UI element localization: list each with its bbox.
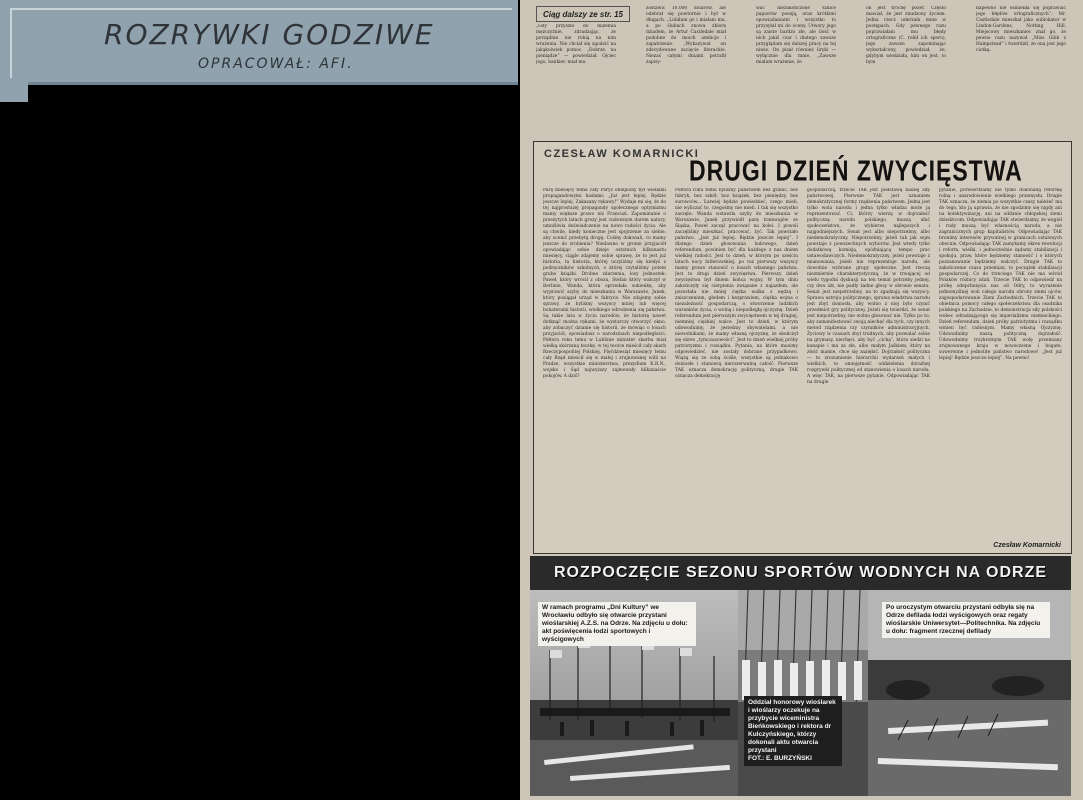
left-page — [0, 0, 518, 800]
section-editor: OPRACOWAŁ: AFI. — [198, 56, 354, 72]
caption-left: W ramach programu „Dni Kultury” we Wrocławiu odbyło się otwarcie przystani wioślarskiej A.Z.S. na Odrze. Na zdjęciu u dołu: akt poświęcenia łodzi sportowych i wyścigowych — [538, 602, 696, 646]
article-author: CZESŁAW KOMARNICKI — [544, 148, 700, 160]
photo-headline: ROZPOCZĘCIE SEZONU SPORTÓW WODNYCH NA ODRZE — [553, 564, 1048, 581]
top-column-2: zostawić 10.000 dolarów, ale odebrał się powtórnie i był w długach. „Lubiłam go i miałam mu, a po ślubach znowu zbiorę dziadem, że Artur Castledale miał podobne do moich ambicje i zapatrzenie. „Wykazywał on zdecydowane zacięcie literackie. Niezaś całymi dniami potrafił zapisy- — [646, 6, 726, 65]
article-column-2: Półtora roku temu byliśmy państwem bez granic, bez fabryk, bez szkół, bez książek, bez pieniędzy, bez surowców... Łatwiej będzie powiedzieć, czego mieli, nie wyliczać to, czegośmy nie mieli. I tak się wszystko zaczęło: Wanda wstawiła szyby do mieszkania w Warszawie, Janek przywiódł parę tramwajów ze Śląska, Paweł zaczął pracować na kolei. I powoli zaczęliśmy mieszkać, pracować, żyć. Tak powstało państwo. „Jest już lepiej. Będzie jeszcze lepiej”. I dlatego dzień głosowania ludowego, dzień referendum, powinien być dla każdego z nas dniem wielkiej radości. Jest to dzień, w którym po sześciu latach nocy hitlerowskiej, po raz pierwszy wszyscy mamy prawo stanowić o losach własnego państwa. Jest to drugi dzień zwycięstwa. Pierwszy dzień zwycięstwa był dniem końca wojny. W tym dniu zakończyły się cierpienia związane z najazdem, ale pozostała nie mniej ciężka walka z nędzą i zniszczeniem, głodem i bezprawiem, ciężka wojna o niezależność gospodarczą, o stworzenie ludzkich warunków życia, o wolną i niepodległą ojczyznę. Dzień referendum jest pierwszym zwycięstwem w tej drugiej, niemniej ciężkiej walce. Jest to dzień, w którym udowodnimy, że jesteśmy obywatelami, a nie niewolnikami, że mamy własną ojczyznę, że skończył się okres „tymczasowości”. Jest to dzień wielkiej próby patriotyzmu i rozsądku. Pytania, na które musimy odpowiedzieć, nie zostały dobrane przypadkowo. Wiążą się ze sobą ściśle, wszystkie są jednakowo doniosłe i stanowią nierozerwalną całość. Pierwsze TAK oznacza demokrację polityczną, drugie TAK oznacza demokrację — [675, 188, 798, 379]
article-column-1: Parę miesięcy temu cały Paryż oblepiony był wielkimi propagandowymi hasłami: „Już jest lepiej. Będzie jeszcze lepiej. Zakazany rękawy!” Wydaje mi się, że do tej najprostszej propagandy społecznego optymizmu mamy większe prawo niż Francuzi. Zapominanie o przeżytych latach grozy jest cudownym darem natury, umożliwia doświadczenie na nowo radości życia. Ale są chwile, kiedy konieczne jest spojrzenie za siebie, aby ocenić przebytą drogę. Cośmy dokonali, co mamy jeszcze do zrobienia? Niedawno w gronie przyjaciół opowiadając sobie dzieje ostatnich kilkunastu miesięcy, ciągle zdajemy sobie sprawę, że to jest już historia, ta historia, której uczyliśmy się kiedyś z podręczników szkolnych, o której czytaliśmy potem grube książki. Drobne zdarzenia, losy jednostek: Paweł, który wrócił z obozu, Stefan który walczył w Berlinie, Wanda, która sprzedała sukienkę, aby wyprawić szyby do mieszkania w Warszawie, Janek, który posiągał urząd w fabryce. Nie zdajemy sobie sprawy, że byliśmy wszyscy mniej lub więcej bohaterami historii, wielkiego odrodzenia się państwa. Są takie lata w życiu narodów, że historię nawet dotknąć można rękami, że wystarczy otworzyć okno, aby zobaczyć dzianie się historii, że mówiąc o losach przyjaciół, opowiadasz o narodzinach niepodległości. Półtora roku temu w Lublinie minister skarbu miał wielką skórzaną teczkę, w tej teczce mieścił cały skarb Rzeczypospolitej Polskiej. Pięćdziesiąt miesięcy temu cały Rząd mieścił się w małej i zrujnowanej willi na Pradze, wszystkie ministerstwa, prezydium K.R.N., wojsko i Sąd najwyższy zajmowały kilkanaście pokojów. A dziś? — [543, 188, 666, 379]
photo-dock-ceremony — [530, 590, 738, 796]
continued-label: Ciąg dalszy ze str. 15 — [536, 6, 630, 22]
header-edge-strip — [0, 82, 28, 102]
photo-river-parade — [868, 590, 1071, 796]
article-signature: Czesław Komarnicki — [993, 542, 1061, 549]
photo-headline-bar — [530, 556, 1071, 590]
top-column-3: wać niezakończone szkice papiorów poezją, oraz krótkimi opowiadaniami i wszystko to przysyłał mi do oceny. Utwory jego są zaiste bardzo złe, ale ilość w nich jakiś czar i dlatego zawsze przyglądam się dalszej pracy na tej niwie. On pisał również liryki — wyłącznie dla mnie. „Zawsze miałam wrażenie, że — [756, 6, 836, 65]
article-title: DRUGI DZIEŃ ZWYCIĘSTWA — [689, 154, 1023, 187]
caption-center-text: Oddział honorowy wioślarek i wioślarzy oczekuje na przybycie wiceministra Bieńkowskiego i rektora dr Kulczyńskiego, którzy dokonali aktu otwarcia przystani — [748, 699, 836, 754]
newspaper-page — [520, 0, 1083, 800]
top-column-1: „Gdy przyszło do mizelnia mężczyźnie, zdradzając, że porządnie nie robią na nim wrażenia. Nie chciał się zgodzić na jakąkolwiek pomoc. „Dobrze, na pieniądze” — powiedział. Ojciec jego, bankier, miał mu — [536, 24, 616, 65]
article-column-4: pytanie, potwierdzamy nie tylko dokonaną reformę rolną i unarodowienie wielkiego przemysłu. Drugie TAK oznacza, że ziemia po wszystkie czasy należeć ma do tego, kto ją uprawia, że nie zgodzimy się nigdy ani na kolektywizację, ani na oddanie chłopskiej ziemi dziedzicom. Odpowiadając TAK stwierdzamy, że węgiel i rudy muszą być własnością narodu, a nie zagranicznych grup kapitalistów. Odpowiadając TAK bronimy interesów prywatnej w granicach ustalonych obecnie. Odpowiadając TAK zamykamy okres rewolucji i reform, wielki, i jednocześnie żądamy stabilizacji i spokoju, praw, które będziemy stanowić i o których pozzanowanie będziemy walczyć. Drugie TAK to zakończenie czasu przemian, to początek stabilizacji gospodarczej. Co do trzeciego TAK nie ma wśród Polaków różnicy zdań. Trzecie TAK to odpowiedź na próbę odepchnięcia nas od Odry, to wyrażenie jednomyślnej woli całego narodu obrony ziemi ojców, zagospodarowanie Ziem Zachodnich. Trzecie TAK to obietnica pomocy całego społeczeństwa dla osadnika polskiego na Zachodzie, to demonstracja siły polskości wobec odradzającego się imperializmu niemieckiego. Dzień referendum, dzień próby patriotyzmu i rozsądku winien być radosnym. Mamy własną Ojczyznę. Udowodnimy naszą polityczną dojrzałość. Udowodnimy trzykrotnym TAK wolę przemiany zrujnowanego kraju w nowoczesne i bogate, suwerenne i jednolite państwo narodowe! „Jest już lepiej! Będzie jeszcze lepiej”. Na pewno! — [939, 188, 1062, 361]
top-column-4: on jest trochę pozer. Często mawiał, że jest znudzony życiem. Jedna rzecz uderzała mnie w postępach. Gdy pewnego razu poprawiałam mu błędy ortograficzne (C. robił ich sporo), jego zawsze zapominając wykształcony, powiedział, że, gdybym wiedziała, kim on jest, to bym — [866, 6, 946, 65]
caption-center — [744, 696, 842, 766]
section-title: ROZRYWKI GODZIWE — [104, 18, 435, 51]
article-column-3: gospodarczą, trzecie TAK jest podstawą naszej siły państwowej. Pierwsze TAK jest uznaniem demokratycznej formy rządzenia państwem. Jedna jest tylko wola narodu i jedna tylko władza może ją reprezentować. Ci, którzy wierzą w dojrzałość polityczną narodu polskiego, muszą ufać społeczeństwu, że wybierze najlepszych i najgodniejszych. Senat jest albo niepotrzebny, albo niedemokratyczny. Niepotrzebny, jeżeli tak jak sejm powstaje z powszechnych wyborów. Jest wtedy tylko dodatkową komisją, opóźniającą tempo prac ustawodawczych. Niedemokratyczny, jeżeli powstaje z mianowania, jeżeli nie reprezentuje narodu, ale dowolnie wybrane grupy społeczne. Jest rzeczą niezmiernie charakterystyczną, że w trwającej od wielu tygodni dyskusji na ten temat potrzeby jednej, czy dwu izb, nie padły żadne głosy w obronie senatu. Senat jest niepotrzebny, na to zgadzają się wszyscy. Sprawa ustroju politycznego, sprawa władztwa narodu jest zbyt doniosła, aby wolno z niej było czynić przedmiot gry politycznej. Jeżeli się twierdzi, że senat jest niepotrzebny, nie wolno głosować nie. Tylko po to, aby zamanifestować swoją niechęć dla tych, czy innych metod rządzenia czy czynników administracyjnych. Życiowy w czasach zbyt trudnych, aby pozwalać sobie na grymasy, niechęci, aby być „cichą”, która siedzi na kanapie i ma za złe, albo małym Jaśkiem, który na złość mamie, chce się zaziębić. Dojrzałość polityczna — to zrozumienie hierarchii wydarzeń małych i wielkich, to umiejętność oddzielenia doraźnej rozgrywki politycznej od stanowienia o losach narodu. A więc TAK, na pierwsze pytanie. Odpowiadając TAK na drugie — [807, 188, 930, 385]
photo-credit: FOT.: E. BURZYŃSKI — [748, 755, 812, 762]
article — [533, 141, 1072, 554]
caption-right: Po uroczystym otwarciu przystani odbyła się na Odrze defilada łodzi wyścigowych oraz regaty wioślarskie Uniwersytet—Politechnika. Na zdjęciu u dołu: fragment rzecznej defilady — [882, 602, 1050, 638]
section-header — [0, 0, 518, 85]
photo-feature — [530, 556, 1071, 796]
top-column-5: napewno nie ośmieliła się poprawiać jego błędów ortograficznych”. Mr. Castledale mieszkał jako sublokator w Lindon-Gardens, Notting Hill. Miejscowy mieszkaniec znał go, że pewne razu nazywał „Miss Gibb z Hampstead” i twierdził, że ona jest jego ciotką. — [976, 6, 1066, 53]
